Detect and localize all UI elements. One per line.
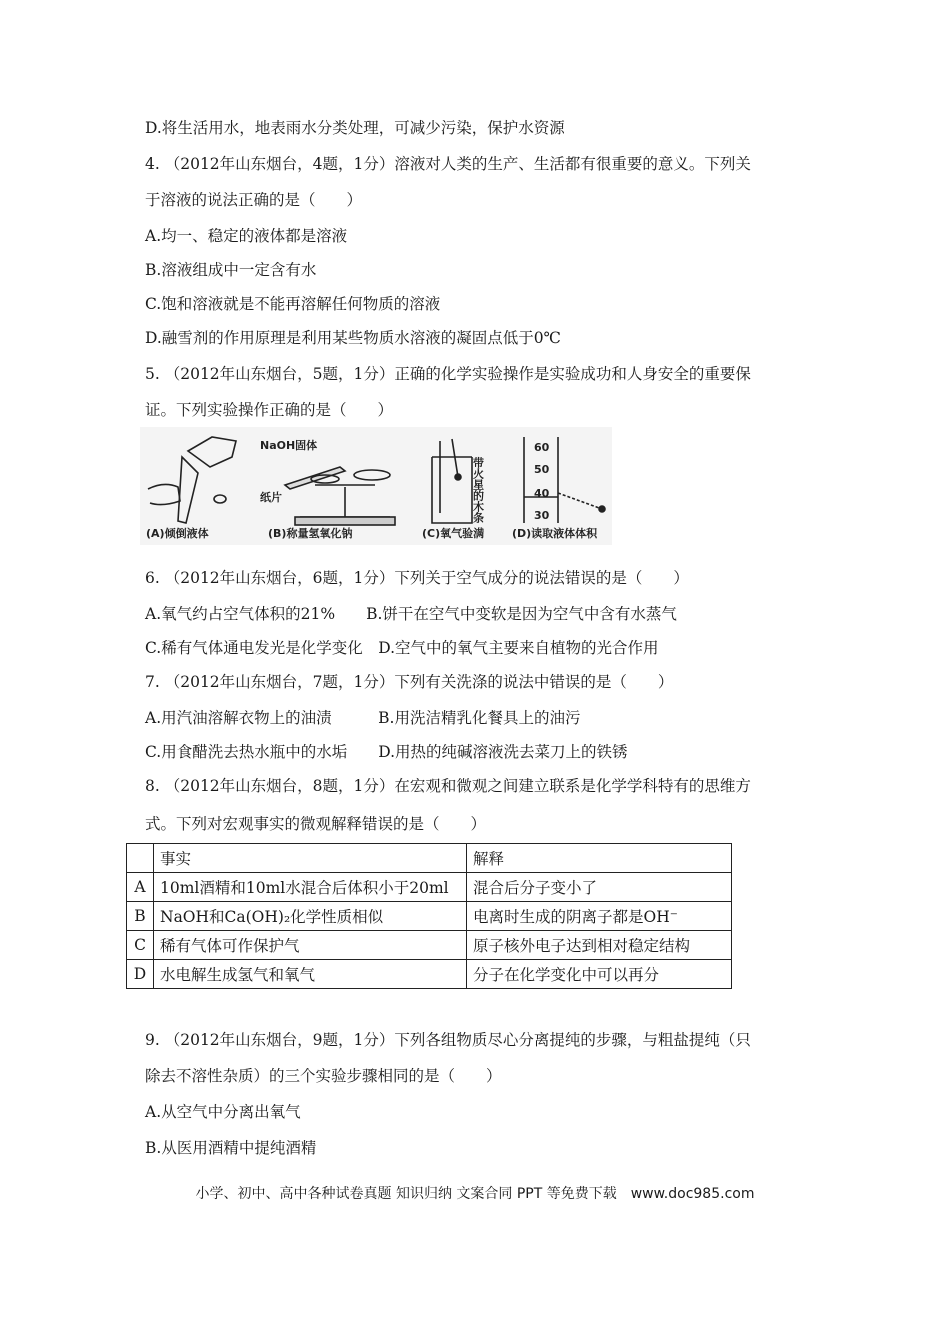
- question-6-options-ab: A.氧气约占空气体积的21% B.饼干在空气中变软是因为空气中含有水蒸气: [145, 605, 677, 623]
- page-footer: 小学、初中、高中各种试卷真题 知识归纳 文案合同 PPT 等免费下载 www.doc985.com: [195, 1186, 755, 1202]
- question-4-stem-cont: 于溶液的说法正确的是（ ）: [145, 191, 363, 209]
- table-header-fact: 事实: [154, 844, 467, 873]
- row-reason: 原子核外电子达到相对稳定结构: [467, 931, 732, 960]
- caption-b: (B)称量氢氧化钠: [268, 527, 353, 540]
- table-header-reason: 解释: [467, 844, 732, 873]
- table-header-row: [127, 844, 732, 873]
- question-4-option-c: C.饱和溶液就是不能再溶解任何物质的溶液: [145, 295, 441, 313]
- row-key: D: [127, 960, 154, 989]
- question-6-stem: 6. （2012年山东烟台，6题，1分）下列关于空气成分的说法错误的是（ ）: [145, 569, 689, 587]
- table-row: [127, 960, 732, 989]
- question-5-stem-cont: 证。下列实验操作正确的是（ ）: [145, 401, 394, 419]
- row-reason: 电离时生成的阴离子都是OH⁻: [467, 902, 732, 931]
- scale-40: 40: [534, 487, 550, 500]
- question-7-stem: 7. （2012年山东烟台，7题，1分）下列有关洗涤的说法中错误的是（ ）: [145, 673, 674, 691]
- caption-c: (C)氧气验满: [422, 527, 485, 540]
- question-8-stem-cont: 式。下列对宏观事实的微观解释错误的是（ ）: [145, 815, 487, 833]
- question-9-stem: 9. （2012年山东烟台，9题，1分）下列各组物质尽心分离提纯的步骤，与粗盐提纯（只: [145, 1031, 751, 1049]
- row-key: B: [127, 902, 154, 931]
- question-9-option-b: B.从医用酒精中提纯酒精: [145, 1139, 317, 1157]
- table-row: [127, 902, 732, 931]
- row-fact: NaOH和Ca(OH)₂化学性质相似: [154, 902, 467, 931]
- question-4-stem: 4. （2012年山东烟台，4题，1分）溶液对人类的生产、生活都有很重要的意义。下列关: [145, 155, 751, 173]
- row-reason: 分子在化学变化中可以再分: [467, 960, 732, 989]
- question-4-option-d: D.融雪剂的作用原理是利用某些物质水溶液的凝固点低于0℃: [145, 329, 562, 347]
- question-4-option-a: A.均一、稳定的液体都是溶液: [145, 227, 348, 245]
- paper-label: 纸片: [260, 491, 282, 504]
- table-row: [127, 873, 732, 902]
- question-9-option-a: A.从空气中分离出氧气: [145, 1103, 301, 1121]
- facts-table: [126, 843, 732, 989]
- row-reason: 混合后分子变小了: [467, 873, 732, 902]
- question-8-stem: 8. （2012年山东烟台，8题，1分）在宏观和微观之间建立联系是化学学科特有的思维方: [145, 777, 751, 795]
- row-key: A: [127, 873, 154, 902]
- question-7-options-cd: C.用食醋洗去热水瓶中的水垢 D.用热的纯碱溶液洗去菜刀上的铁锈: [145, 743, 628, 761]
- row-key: C: [127, 931, 154, 960]
- line-option-d-water: D.将生活用水，地表雨水分类处理，可减少污染，保护水资源: [145, 119, 565, 137]
- question-9-stem-cont: 除去不溶性杂质）的三个实验步骤相同的是（ ）: [145, 1067, 502, 1085]
- question-6-options-cd: C.稀有气体通电发光是化学变化 D.空气中的氧气主要来自植物的光合作用: [145, 639, 659, 657]
- caption-d: (D)读取液体体积: [512, 527, 598, 540]
- row-fact: 水电解生成氢气和氧气: [154, 960, 467, 989]
- scale-30: 30: [534, 509, 550, 522]
- splint-label: 带火星的木条: [471, 457, 485, 523]
- row-fact: 稀有气体可作保护气: [154, 931, 467, 960]
- caption-a: (A)倾倒液体: [146, 527, 209, 540]
- scale-60: 60: [534, 441, 550, 454]
- question-7-options-ab: A.用汽油溶解衣物上的油渍 B.用洗洁精乳化餐具上的油污: [145, 709, 581, 727]
- question-4-option-b: B.溶液组成中一定含有水: [145, 261, 317, 279]
- question-5-stem: 5. （2012年山东烟台，5题，1分）正确的化学实验操作是实验成功和人身安全的重要保: [145, 365, 751, 383]
- row-fact: 10ml酒精和10ml水混合后体积小于20ml: [154, 873, 467, 902]
- lab-operations-figure: [140, 427, 612, 545]
- table-row: [127, 931, 732, 960]
- table-header-key: [127, 844, 154, 873]
- naoh-solid-label: NaOH固体: [260, 439, 318, 452]
- scale-50: 50: [534, 463, 550, 476]
